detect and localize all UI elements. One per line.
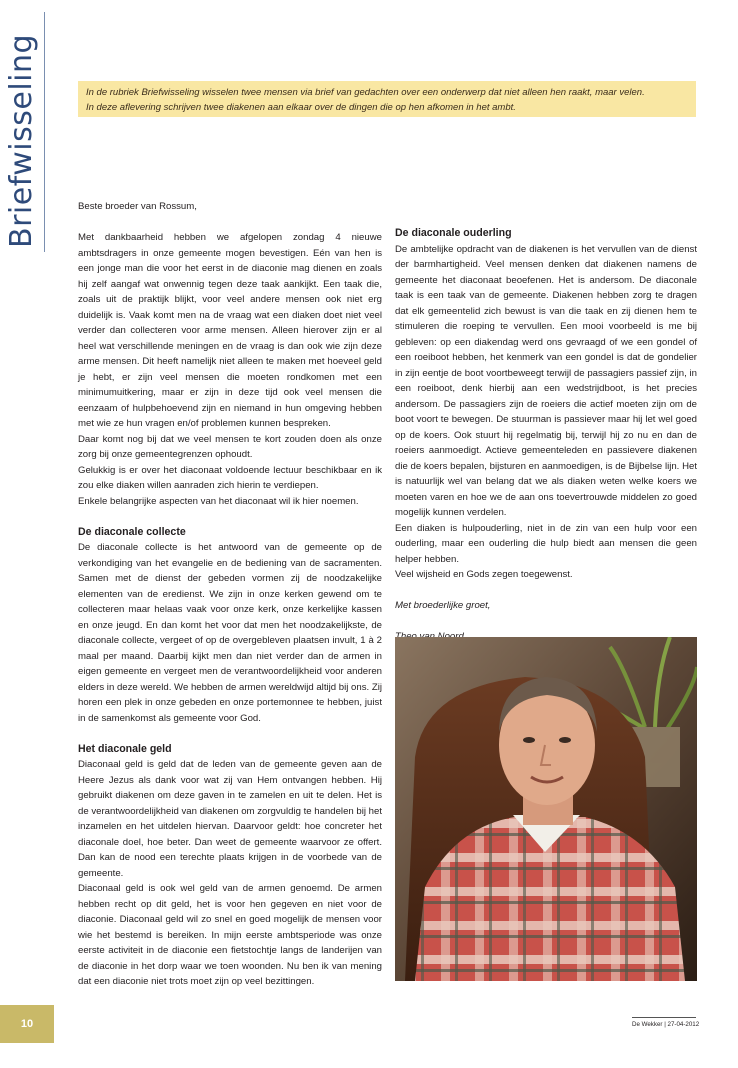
body-paragraph: Gelukkig is er over het diaconaat voldoende lectuur beschikbaar en ik zou elke diaken willen aanraden zich hierin te verdiepen.: [78, 464, 382, 491]
body-paragraph: Met dankbaarheid hebben we afgelopen zondag 4 nieuwe ambtsdragers in onze gemeente mogen bevestigen. Eén van hen is een jonge man die voor het eerst in de diaconie mag dienen en zoals hij zelf aangaf wat onwennig tegen deze taak aankijkt. Een taak die, zoals uit de praktijk blijkt, voor veel andere mensen ook niet erg duidelijk is. Vaak komt men na de vraag wat een diaken doet niet veel verder dan collecteren voor arme mensen. Alleen hierover zijn er al heel wat verschillende meningen en de vraag is dan ook wie zijn deze arme mensen. Dit heeft namelijk niet alleen te maken met hoeveel geld je hebt, er zijn veel mensen die moeten rondkomen met een minimumuitkering, maar er zijn in deze tijd ook veel mensen die eenzaam of hulpbehoevend zijn en niemand in hun omgeving hebben met wie ze hun vragen en/of problemen kunnen bespreken.: [78, 232, 382, 429]
body-paragraph: De diaconale collecte is het antwoord van de gemeente op de verkondiging van het evangelie en de bediening van de sacramenten. Samen met de dienst der gebeden vormen zij de noodzakelijke elementen van de eredienst. We zijn in onze kerken gewend om te collecteren maar helaas vaak voor onze kerk, onze kerkelijke kassen en onze jeugd. En dan komt het voor dat men het noodzakelijkste, de diaconale collecte, vergeet of op de overgebleven plaatsen invult, 1 à 2 maal per maand. Daarbij kijkt men dan niet verder dan de armen in eigen gemeente en vergeet men de verantwoordelijkheid voor anderen elders in deze wereld. We hebben de armen wereldwijd altijd bij ons. Zij horen een plek in onze gebeden en onze portemonnee te hebben, juist in de samenkomst als gemeente voor God.: [78, 542, 382, 724]
page-number: 10: [0, 1005, 54, 1043]
letter-column-left: [78, 199, 382, 990]
section-divider: [44, 12, 45, 252]
body-paragraph: Diaconaal geld is geld dat de leden van de gemeente geven aan de Heere Jezus als dank voor wat zij van Hem ontvangen hebben. Hij gebruikt diakenen om deze gaven in te zamelen en uit te delen. Het is de verantwoordelijkheid van diakenen om zorgvuldig te handelen bij het inzamelen en het uitdelen hiervan. Daarvoor geldt: hoe concreter het diaconale doel, hoe beter. Dan weet de gemeente waarvoor ze offert. Dan kan de nood een terechte plaats krijgen in de voorbede van de gemeente.: [78, 759, 383, 879]
letter-column-right: [395, 226, 697, 645]
body-paragraph: De ambtelijke opdracht van de diakenen is het vervullen van de dienst der barmhartigheid. Veel mensen denken dat diakenen namens de gemeente het diaconaat beoefenen. Het is andersom. De diaconale taak is een taak van de gemeente. Diakenen hebben zorg te dragen dat elk gemeentelid zich bewust is van die taak en zij dienen hem te stimuleren die roeping te vervullen. Een mooi voorbeeld is me bij gebleven: op een diakendag werd ons gevraagd of we een gondel of een roeiboot hebben, het kenmerk van een gondel is dat de gondelier in zijn eentje de boot voortbeweegt terwijl de passagiers passief zijn, in een roeiboot, denk hierbij aan een wedstrijdboot, is het precies andersom. De passagiers zijn de roeiers die actief moeten zijn om de boot voort te bewegen. De stuurman is passiever maar hij let wel goed op de koers. Ook stuurt hij regelmatig bij, terwijl hij zo nu en dan de roeiers aanmoedigt. Actieve gemeenteleden en passievere diakenen die de koers bepalen, bijsturen en aanmoedigen, is de Bijbelse lijn. Het is natuurlijk wel van belang dat we als diaken weten welke koers we moeten varen en hoe we de aan ons toevertrouwde middelen zo goed mogelijk kunnen verdelen.: [395, 243, 697, 518]
publication-footer: De Wekker | 27-04-2012: [632, 1021, 700, 1028]
subheading-ouderling: De diaconale ouderling: [395, 227, 512, 239]
body-paragraph: Daar komt nog bij dat we veel mensen te kort zouden doen als onze zorg bij onze gemeentegrenzen ophoudt.: [78, 433, 382, 460]
body-paragraph: Veel wijsheid en Gods zegen toegewenst.: [395, 569, 573, 580]
intro-line: In deze aflevering schrijven twee diakenen aan elkaar over de dingen die op hen afkomen in het ambt.: [86, 102, 516, 113]
body-paragraph: Enkele belangrijke aspecten van het diaconaat wil ik hier noemen.: [78, 495, 359, 507]
intro-line: In de rubriek Briefwisseling wisselen twee mensen via brief van gedachten over een onderwerp dat niet alleen hen raakt, maar velen.: [86, 87, 645, 98]
section-title: Briefwisseling: [4, 33, 39, 248]
closing: Met broederlijke groet,: [395, 600, 491, 611]
body-paragraph: Een diaken is hulpouderling, niet in de zin van een hulp voor een ouderling, maar een ouderling die hulp biedt aan mensen die geen helper hebben.: [395, 522, 697, 565]
footer-divider: [632, 1017, 696, 1018]
intro-box: [78, 81, 696, 117]
subheading-collecte: De diaconale collecte: [78, 525, 186, 538]
salutation: Beste broeder van Rossum,: [78, 201, 197, 212]
subheading-geld: Het diaconale geld: [78, 742, 172, 755]
author-photo: [395, 637, 697, 981]
body-paragraph: Diaconaal geld is ook wel geld van de armen genoemd. De armen hebben recht op dit geld, het is voor hen gegeven en niet voor de diaconie. Diaconaal geld wil zo snel en goed mogelijk de mensen voor wie het bestemd is bereiken. In mijn eerste ambtsperiode was onze eerste activiteit in de diaconie een fietstochtje langs de landerijen van de diaconie in het dorp waar we toen woonden. Nu ben ik van mening dat een diaconie niet trots moet zijn op veel bezittingen.: [78, 883, 382, 987]
